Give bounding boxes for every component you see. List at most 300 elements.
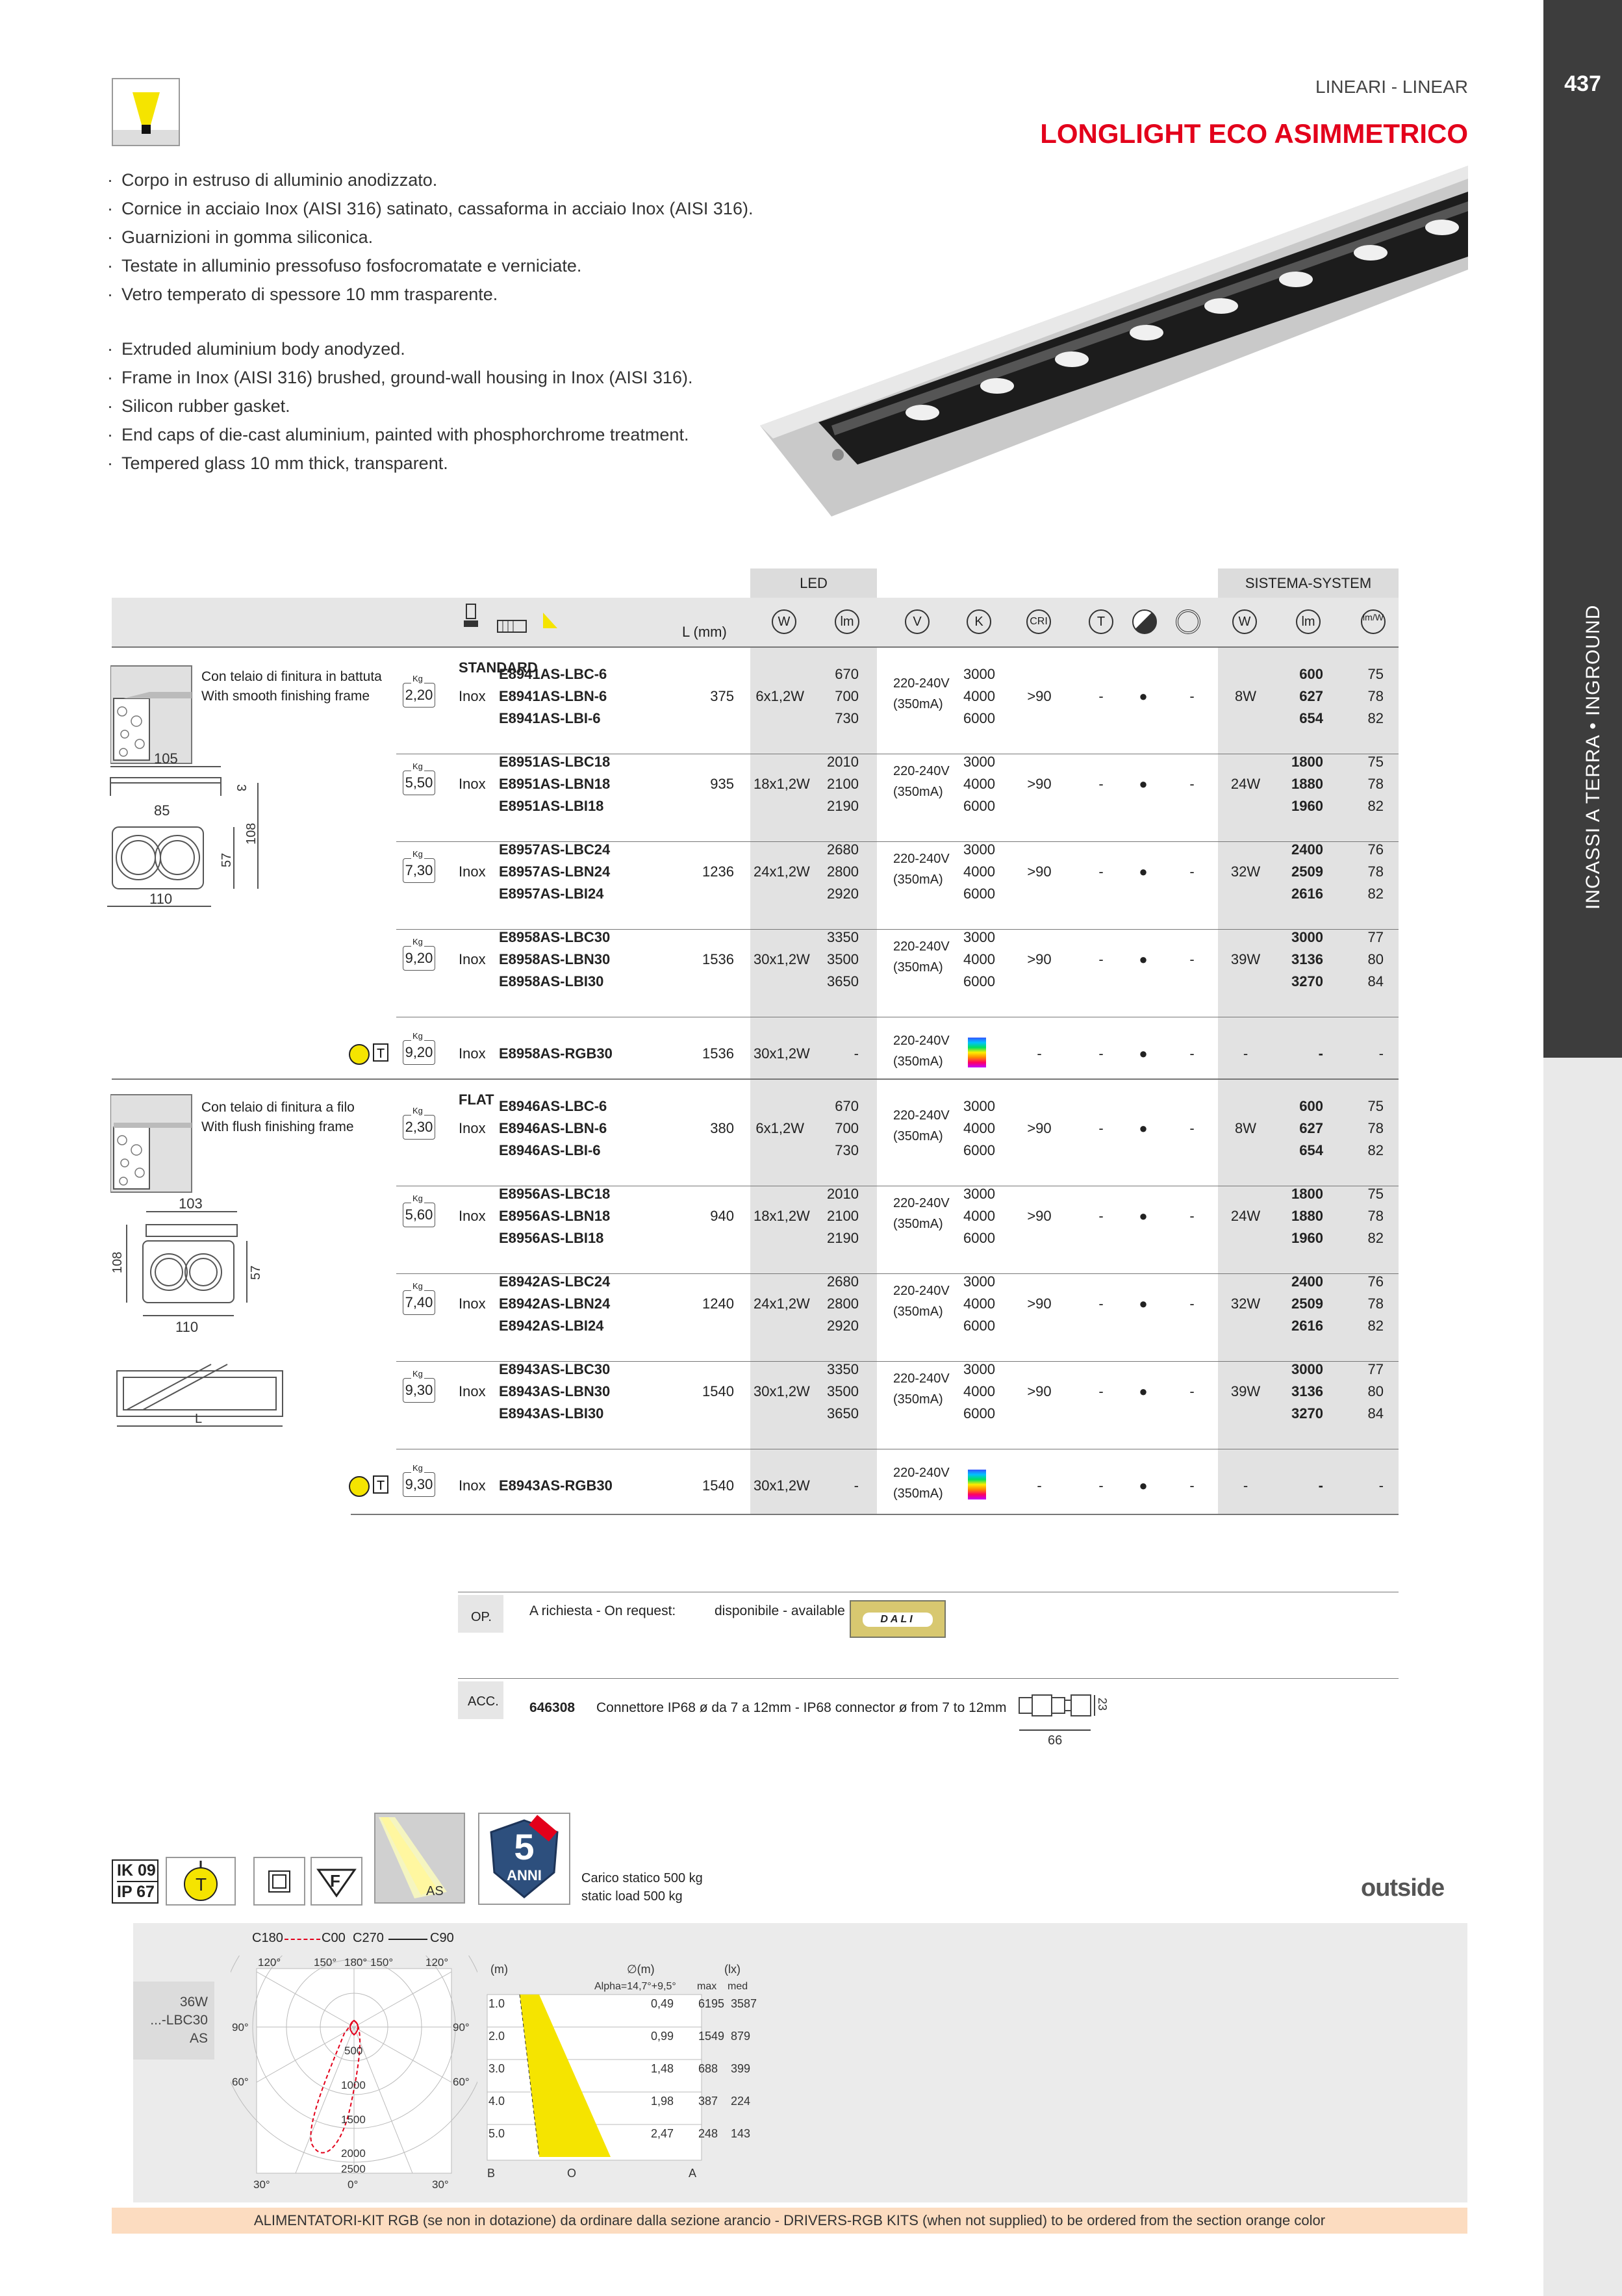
product-code: E8942AS-LBC24: [499, 1273, 611, 1290]
lamp-info-box: [133, 1982, 214, 2060]
dali-label: DALI: [863, 1613, 933, 1627]
material: Inox: [459, 863, 486, 880]
color-temp: 3000: [963, 929, 995, 945]
efficacy: 82: [1367, 798, 1384, 814]
axis-a: A: [689, 2167, 697, 2180]
lux-max-value: 1549: [698, 2030, 725, 2043]
voltage: 220-240V: [893, 1371, 950, 1386]
current: (350mA): [893, 960, 943, 975]
weight-badge: [403, 1369, 435, 1403]
distance-value: 5.0: [488, 2127, 505, 2140]
product-code: E8946AS-LBI-6: [499, 1142, 601, 1158]
max-label: max: [697, 1981, 717, 1992]
feature-en: · Extruded aluminium body anodyzed.: [107, 335, 692, 363]
feature-it: · Guarnizioni in gomma siliconica.: [107, 223, 753, 251]
system-lumen: 1960: [1291, 798, 1323, 814]
efficacy: 76: [1367, 1273, 1384, 1290]
weight-badge: [403, 1106, 435, 1140]
color-temp: 6000: [963, 1318, 995, 1334]
led-power: 6x1,2W: [755, 1120, 804, 1136]
diameter-value: 0,99: [651, 2030, 674, 2043]
driver-dash: -: [1189, 688, 1195, 704]
thermal: -: [1098, 1383, 1104, 1399]
ik-ip-badge: [112, 1859, 158, 1904]
system-lumen: 3136: [1291, 951, 1323, 967]
op-available: disponibile - available: [715, 1603, 845, 1618]
color-temp: 6000: [963, 1230, 995, 1246]
led-power: 18x1,2W: [754, 776, 810, 792]
weight-unit: Kg: [412, 1463, 423, 1473]
legend-c270: C270: [353, 1931, 384, 1945]
dim-110: 110: [149, 891, 173, 907]
legend-c180: C180: [252, 1931, 283, 1945]
efficacy: 80: [1367, 1383, 1384, 1399]
led-lumen: 3650: [827, 973, 859, 989]
led-lumen: 700: [835, 1120, 859, 1136]
driver-icon: [1176, 609, 1200, 634]
product-code: E8942AS-LBN24: [499, 1295, 611, 1312]
product-code: E8958AS-LBN30: [499, 951, 611, 967]
alpha-label: Alpha=14,7°+9,5°: [594, 1981, 676, 1992]
efficacy: 75: [1367, 754, 1384, 770]
dimmable-dot: ●: [1139, 1045, 1148, 1062]
system-lumen: 600: [1299, 1098, 1323, 1114]
system-lumen: 1960: [1291, 1230, 1323, 1246]
led-lumen: 3500: [827, 1383, 859, 1399]
color-temp: 6000: [963, 710, 995, 726]
dim-85: 85: [154, 802, 170, 819]
voltage: 220-240V: [893, 1466, 950, 1480]
angle-label: 60°: [453, 2076, 470, 2088]
diameter-value: 2,47: [651, 2127, 674, 2140]
weight-badge: [403, 1463, 435, 1497]
material: Inox: [459, 688, 486, 704]
connector-drawing: [1017, 1692, 1121, 1744]
driver-dash: -: [1189, 1383, 1195, 1399]
product-code: E8951AS-LBC18: [499, 754, 611, 770]
current: (350mA): [893, 1392, 943, 1407]
section-label: INCASSI A TERRA • INGROUND: [1582, 604, 1604, 910]
driver-dash: -: [1189, 1208, 1195, 1224]
length: 1240: [702, 1295, 734, 1312]
acc-label: ACC.: [468, 1694, 499, 1709]
sidebar-light: [1543, 1058, 1622, 2296]
weight-unit: Kg: [412, 1369, 423, 1379]
weight-value: 9,30: [405, 1476, 433, 1492]
led-lumen: -: [854, 1045, 859, 1062]
product-code: E8958AS-LBC30: [499, 929, 611, 945]
current: (350mA): [893, 873, 943, 887]
system-lumen: -: [1318, 1045, 1323, 1062]
material: Inox: [459, 1120, 486, 1136]
led-power: 24x1,2W: [754, 863, 810, 880]
brand-logo: outside: [1361, 1874, 1445, 1902]
product-code: E8941AS-LBN-6: [499, 688, 607, 704]
angle-label: 180°: [344, 1956, 368, 1969]
color-temp: 3000: [963, 1361, 995, 1377]
thermal: -: [1098, 951, 1104, 967]
system-lumen: 2616: [1291, 1318, 1323, 1334]
flat-dim-L: L: [195, 1412, 203, 1426]
current: (350mA): [893, 1129, 943, 1143]
efficacy: 82: [1367, 1142, 1384, 1158]
led-lumen: 3350: [827, 929, 859, 945]
efficacy: 78: [1367, 1208, 1384, 1224]
dali-badge: [850, 1600, 946, 1638]
warranty-label: ANNI: [507, 1867, 542, 1883]
flat-dim-103: 103: [179, 1195, 203, 1212]
cri: >90: [1027, 951, 1052, 967]
flat-frame-it: Con telaio di finitura a filo: [201, 1100, 355, 1115]
led-lumen: 670: [835, 1098, 859, 1114]
system-lumen: 2400: [1291, 841, 1323, 858]
efficacy: 78: [1367, 776, 1384, 792]
material: Inox: [459, 1295, 486, 1312]
efficacy: 84: [1367, 1405, 1384, 1422]
led-lumen: 700: [835, 688, 859, 704]
efficacy: 82: [1367, 1230, 1384, 1246]
product-code: E8951AS-LBN18: [499, 776, 611, 792]
polar-value: 2500: [341, 2163, 366, 2175]
system-lumen: 3270: [1291, 973, 1323, 989]
product-code: E8941AS-LBC-6: [499, 666, 607, 682]
rgb-thermal-icon: [348, 1036, 393, 1069]
axis-b: B: [487, 2167, 496, 2180]
led-lumen: 3500: [827, 951, 859, 967]
efficacy: -: [1378, 1477, 1384, 1494]
color-temp: 6000: [963, 798, 995, 814]
angle-label: 120°: [258, 1956, 281, 1969]
thermal: -: [1098, 776, 1104, 792]
led-power: 30x1,2W: [754, 1383, 810, 1399]
lamp-code: ...-LBC30: [150, 2013, 208, 2028]
current: (350mA): [893, 1054, 943, 1069]
driver-dash: -: [1189, 1045, 1195, 1062]
svg-text:T: T: [196, 1874, 207, 1894]
driver-dash: -: [1189, 863, 1195, 880]
warranty-badge: [478, 1813, 570, 1905]
color-temp: 4000: [963, 1383, 995, 1399]
voltage: 220-240V: [893, 676, 950, 691]
warranty-years: 5: [514, 1826, 535, 1867]
distance-value: 1.0: [488, 1997, 505, 2010]
efficacy: 78: [1367, 688, 1384, 704]
diameter-value: 0,49: [651, 1997, 674, 2010]
voltage: 220-240V: [893, 1196, 950, 1210]
system-lumen-icon: lm: [1296, 609, 1321, 634]
asymmetric-label: AS: [426, 1884, 444, 1898]
color-temp: 4000: [963, 1208, 995, 1224]
system-lumen: 627: [1299, 1120, 1323, 1136]
static-load-it: Carico statico 500 kg: [581, 1871, 703, 1885]
dimmable-dot: ●: [1139, 1208, 1148, 1224]
efficacy: 76: [1367, 841, 1384, 858]
header-icons: [461, 601, 559, 643]
row-divider: [112, 1078, 1399, 1080]
voltage: 220-240V: [893, 939, 950, 954]
weight-unit: Kg: [412, 1281, 423, 1291]
volt-icon: V: [905, 609, 930, 634]
product-code: E8956AS-LBC18: [499, 1186, 611, 1202]
led-lumen: 2100: [827, 776, 859, 792]
cri: >90: [1027, 688, 1052, 704]
product-code: E8957AS-LBC24: [499, 841, 611, 858]
thermal: -: [1098, 688, 1104, 704]
svg-text:T: T: [377, 1047, 385, 1061]
weight-value: 5,50: [405, 774, 433, 791]
med-label: med: [728, 1981, 748, 1992]
cri: -: [1037, 1477, 1042, 1494]
cri: >90: [1027, 1295, 1052, 1312]
led-lumen: 3650: [827, 1405, 859, 1422]
system-lumen: 2509: [1291, 1295, 1323, 1312]
feature-en: · Silicon rubber gasket.: [107, 392, 692, 420]
length: 1540: [702, 1383, 734, 1399]
driver-dash: -: [1189, 1120, 1195, 1136]
system-power: 32W: [1230, 863, 1261, 880]
legend-c180-line: [285, 1939, 320, 1940]
weight-value: 9,20: [405, 950, 433, 966]
weight-badge: [403, 674, 435, 708]
led-lumen: 670: [835, 666, 859, 682]
driver-dash: -: [1189, 776, 1195, 792]
system-power: 39W: [1230, 951, 1261, 967]
thermal: -: [1098, 1477, 1104, 1494]
color-temp: 6000: [963, 886, 995, 902]
product-code: E8956AS-LBI18: [499, 1230, 604, 1246]
static-load-en: static load 500 kg: [581, 1889, 683, 1904]
angle-label: 30°: [432, 2178, 449, 2191]
voltage: 220-240V: [893, 764, 950, 778]
flat-section-drawing: [110, 1091, 198, 1195]
table-header-band: [112, 598, 1399, 646]
led-lumen: 2010: [827, 1186, 859, 1202]
acc-width: 66: [1048, 1733, 1063, 1744]
watt-icon: W: [772, 609, 796, 634]
illuminance-diagram: [481, 1959, 792, 2186]
efficacy: 82: [1367, 1318, 1384, 1334]
flat-dimension-drawing: [107, 1195, 296, 1436]
weight-unit: Kg: [412, 849, 423, 859]
system-power: -: [1243, 1045, 1248, 1062]
efficacy: 75: [1367, 1098, 1384, 1114]
angle-label: 60°: [232, 2076, 249, 2088]
axis-o: O: [567, 2167, 577, 2180]
color-temp: 3000: [963, 841, 995, 858]
weight-badge: [403, 1193, 435, 1227]
efficacy: 78: [1367, 1295, 1384, 1312]
dimmable-dot: ●: [1139, 951, 1148, 967]
current: (350mA): [893, 785, 943, 799]
color-temp: 6000: [963, 973, 995, 989]
led-lumen: 2100: [827, 1208, 859, 1224]
polar-value: 1000: [341, 2079, 366, 2091]
driver-dash: -: [1189, 1295, 1195, 1312]
led-lumen: 2680: [827, 841, 859, 858]
weight-unit: Kg: [412, 1106, 423, 1116]
dimmable-dot: ●: [1139, 1295, 1148, 1312]
lux-max-value: 248: [698, 2127, 718, 2140]
lamp-type: AS: [189, 2031, 208, 2046]
length: 1540: [702, 1477, 734, 1494]
led-power: 30x1,2W: [754, 951, 810, 967]
legend-c90-line: [388, 1939, 427, 1940]
efficacy: -: [1378, 1045, 1384, 1062]
led-lumen: 730: [835, 710, 859, 726]
product-code: E8942AS-LBI24: [499, 1318, 604, 1334]
current: (350mA): [893, 1217, 943, 1231]
dimmable-icon: [1132, 609, 1157, 634]
product-code: E8956AS-LBN18: [499, 1208, 611, 1224]
thermal: -: [1098, 1208, 1104, 1224]
system-power: 32W: [1230, 1295, 1261, 1312]
op-text: A richiesta - On request:: [529, 1603, 676, 1618]
cri-icon: CRI: [1026, 609, 1051, 634]
system-lumen: 2509: [1291, 863, 1323, 880]
rgb-swatch: [968, 1038, 986, 1067]
angle-label: 90°: [232, 2021, 249, 2034]
color-temp: 3000: [963, 1098, 995, 1114]
color-temp: 6000: [963, 1142, 995, 1158]
material: Inox: [459, 1383, 486, 1399]
cri: >90: [1027, 1383, 1052, 1399]
angle-label: 0°: [348, 2178, 359, 2191]
system-lumen: 3270: [1291, 1405, 1323, 1422]
standard-label: STANDARD: [459, 659, 538, 676]
angle-label: 90°: [453, 2021, 470, 2034]
voltage: 220-240V: [893, 852, 950, 866]
cri: >90: [1027, 776, 1052, 792]
current: (350mA): [893, 1305, 943, 1319]
legend-c90: C90: [430, 1931, 454, 1945]
product-photo: [760, 166, 1468, 529]
driver-dash: -: [1189, 1477, 1195, 1494]
diameter-unit: ∅(m): [627, 1963, 655, 1976]
feature-en: · Tempered glass 10 mm thick, transparent.: [107, 449, 692, 478]
cri: -: [1037, 1045, 1042, 1062]
efficacy: 80: [1367, 951, 1384, 967]
rgb-swatch: [968, 1470, 986, 1499]
voltage: 220-240V: [893, 1284, 950, 1298]
color-temp: 3000: [963, 1186, 995, 1202]
weight-value: 7,30: [405, 862, 433, 878]
voltage: 220-240V: [893, 1108, 950, 1123]
standard-frame-it: Con telaio di finitura in battuta: [201, 669, 382, 684]
lux-med-value: 224: [731, 2095, 751, 2108]
polar-value: 1500: [341, 2113, 366, 2126]
voltage: 220-240V: [893, 1034, 950, 1048]
feature-it: · Cornice in acciaio Inox (AISI 316) satinato, cassaforma in acciaio Inox (AISI 316).: [107, 194, 753, 223]
led-lumen: -: [854, 1477, 859, 1494]
led-power: 24x1,2W: [754, 1295, 810, 1312]
led-lumen: 2680: [827, 1273, 859, 1290]
ip-rating: IP 67: [117, 1883, 155, 1901]
system-header-label: SISTEMA-SYSTEM: [1245, 575, 1372, 591]
lux-med-value: 399: [731, 2062, 751, 2075]
feature-it: · Vetro temperato di spessore 10 mm trasparente.: [107, 280, 753, 309]
weight-badge: [403, 849, 435, 883]
class-badge: [253, 1857, 305, 1906]
category-icon: [112, 78, 180, 146]
polar-value: 2000: [341, 2147, 366, 2160]
length: 1536: [702, 951, 734, 967]
product-code: E8943AS-LBN30: [499, 1383, 611, 1399]
system-lumen: 654: [1299, 710, 1323, 726]
system-lumen: 1880: [1291, 1208, 1323, 1224]
dimmable-dot: ●: [1139, 1383, 1148, 1399]
cri: >90: [1027, 1208, 1052, 1224]
length: 940: [710, 1208, 734, 1224]
product-code: E8946AS-LBC-6: [499, 1098, 607, 1114]
efficacy: 77: [1367, 1361, 1384, 1377]
dim-108: 108: [244, 823, 259, 845]
weight-badge: [403, 1031, 435, 1065]
lumen-icon: lm: [835, 609, 859, 634]
length: 1236: [702, 863, 734, 880]
product-code: E8957AS-LBI24: [499, 886, 604, 902]
led-lumen: 2920: [827, 886, 859, 902]
system-power: 24W: [1230, 776, 1261, 792]
row-divider: [351, 1514, 1399, 1515]
diameter-value: 1,48: [651, 2062, 674, 2075]
product-code: E8943AS-LBI30: [499, 1405, 604, 1422]
dim-57: 57: [220, 852, 234, 867]
flat-label: FLAT: [459, 1091, 494, 1108]
svg-text:T: T: [377, 1479, 385, 1493]
polar-value: 500: [344, 2045, 363, 2057]
thermal-badge: [166, 1857, 236, 1906]
system-lumen: 2400: [1291, 1273, 1323, 1290]
acc-divider: [458, 1678, 1399, 1679]
efficacy-icon: lm/W: [1361, 609, 1386, 634]
length-header: L (mm): [682, 624, 727, 640]
led-lumen: 2800: [827, 863, 859, 880]
weight-badge: [403, 1281, 435, 1315]
weight-unit: Kg: [412, 674, 423, 683]
led-lumen: 2800: [827, 1295, 859, 1312]
led-header-label: LED: [800, 575, 828, 591]
asymmetric-badge: [374, 1813, 465, 1904]
weight-value: 9,30: [405, 1382, 433, 1398]
efficacy: 75: [1367, 1186, 1384, 1202]
thermal: -: [1098, 1295, 1104, 1312]
dimmable-dot: ●: [1139, 1477, 1148, 1494]
system-lumen: 600: [1299, 666, 1323, 682]
product-code: E8946AS-LBN-6: [499, 1120, 607, 1136]
system-lumen: 627: [1299, 688, 1323, 704]
color-temp: 3000: [963, 754, 995, 770]
product-code: E8958AS-RGB30: [499, 1045, 613, 1062]
polar-diagram: [231, 1956, 477, 2199]
current: (350mA): [893, 1486, 943, 1501]
led-power: 30x1,2W: [754, 1045, 810, 1062]
weight-value: 2,20: [405, 687, 433, 703]
flat-dim-108: 108: [110, 1251, 125, 1273]
led-lumen: 2920: [827, 1318, 859, 1334]
svg-text:F: F: [330, 1871, 340, 1891]
system-lumen: 3000: [1291, 929, 1323, 945]
color-temp: 4000: [963, 1295, 995, 1312]
product-title: LONGLIGHT ECO ASIMMETRICO: [1040, 118, 1468, 149]
material: Inox: [459, 951, 486, 967]
color-temp: 4000: [963, 688, 995, 704]
system-power: 8W: [1235, 688, 1256, 704]
led-power: 18x1,2W: [754, 1208, 810, 1224]
color-temp: 4000: [963, 951, 995, 967]
efficacy: 78: [1367, 1120, 1384, 1136]
angle-label: 120°: [425, 1956, 449, 1969]
lamp-watt: 36W: [179, 1995, 208, 2009]
